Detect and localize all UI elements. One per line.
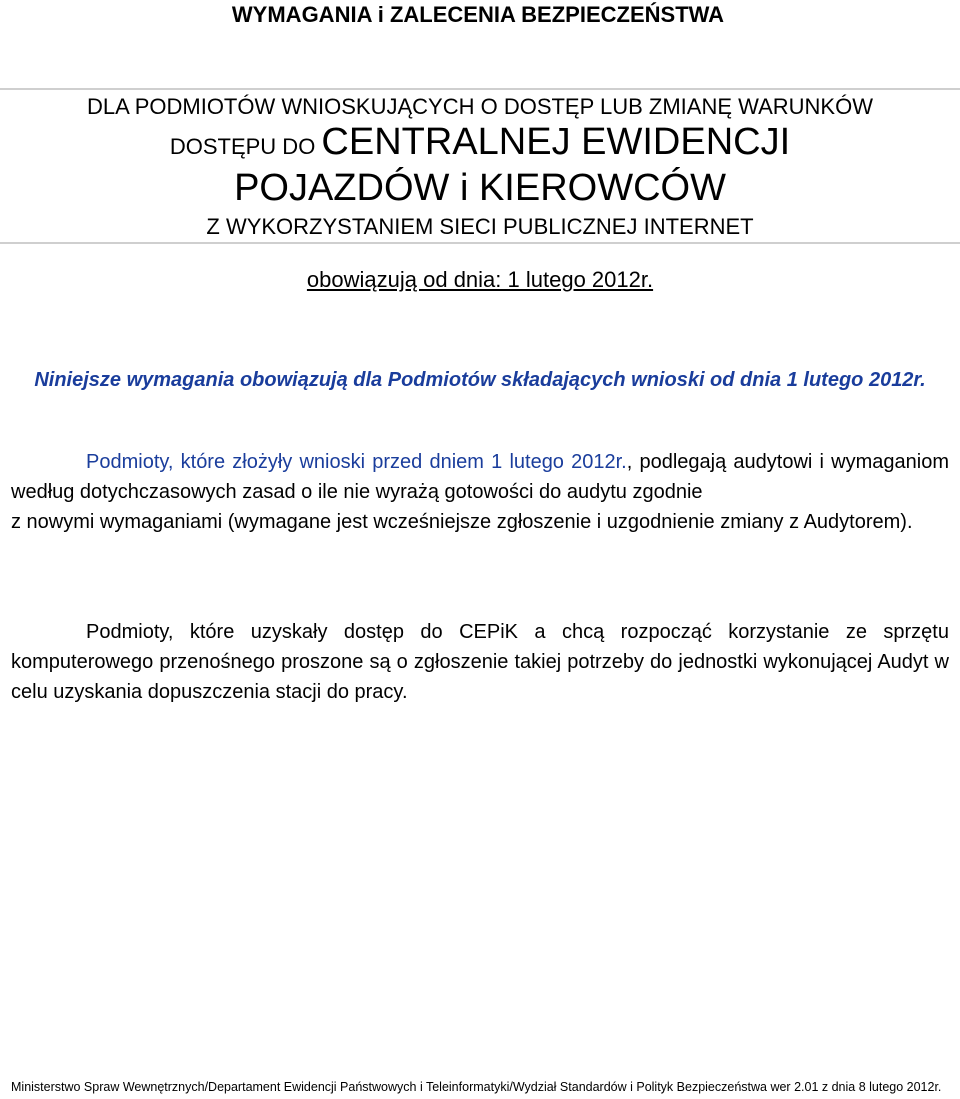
header-line-4: Z WYKORZYSTANIEM SIECI PUBLICZNEJ INTERNET (206, 214, 754, 239)
header-line-3: POJAZDÓW i KIEROWCÓW (234, 167, 726, 209)
header-line-2-emphasis: CENTRALNEJ EWIDENCJI (321, 121, 791, 163)
notice-text: Niniejsze wymagania obowiązują dla Podmiotów składających wnioski od dnia 1 lutego 2012r. (34, 369, 926, 391)
page-footer: Ministerstwo Spraw Wewnętrznych/Departament Ewidencji Państwowych i Teleinformatyki/Wydział Standardów i Polityk Bezpieczeństwa wer 2.01 z dnia 8 lutego 2012r. (11, 1080, 942, 1094)
paragraph-1-highlight: Podmioty, które złożyły wnioski przed dniem 1 lutego 2012r. (86, 451, 627, 473)
paragraph-1-rest: , podlegają audytowi i wymaganiom według dotychczasowych zasad o ile nie wyrażą gotowości do audytu zgodnie (11, 451, 949, 503)
header-line-2 (0, 120, 960, 172)
paragraph-1 (11, 447, 949, 537)
paragraph-1-line-2: z nowymi wymaganiami (wymagane jest wcześniejsze zgłoszenie i uzgodnienie zmiany z Audytorem). (11, 511, 913, 533)
header-line-1: DLA PODMIOTÓW WNIOSKUJĄCYCH O DOSTĘP LUB ZMIANĘ WARUNKÓW (87, 94, 873, 119)
document-title: WYMAGANIA i ZALECENIA BEZPIECZEŃSTWA (231, 2, 725, 27)
header-line-2-prefix: DOSTĘPU DO (169, 134, 322, 159)
header-box (0, 88, 960, 244)
paragraph-2 (11, 617, 949, 707)
effective-date: obowiązują od dnia: 1 lutego 2012r. (306, 267, 654, 292)
paragraph-2-text: Podmioty, które uzyskały dostęp do CEPiK a chcą rozpocząć korzystanie ze sprzętu komputerowego przenośnego proszone są o zgłoszenie takiej potrzeby do jednostki wykonującej Audyt w celu uzyskania dopuszczenia stacji do pracy. (11, 621, 949, 703)
